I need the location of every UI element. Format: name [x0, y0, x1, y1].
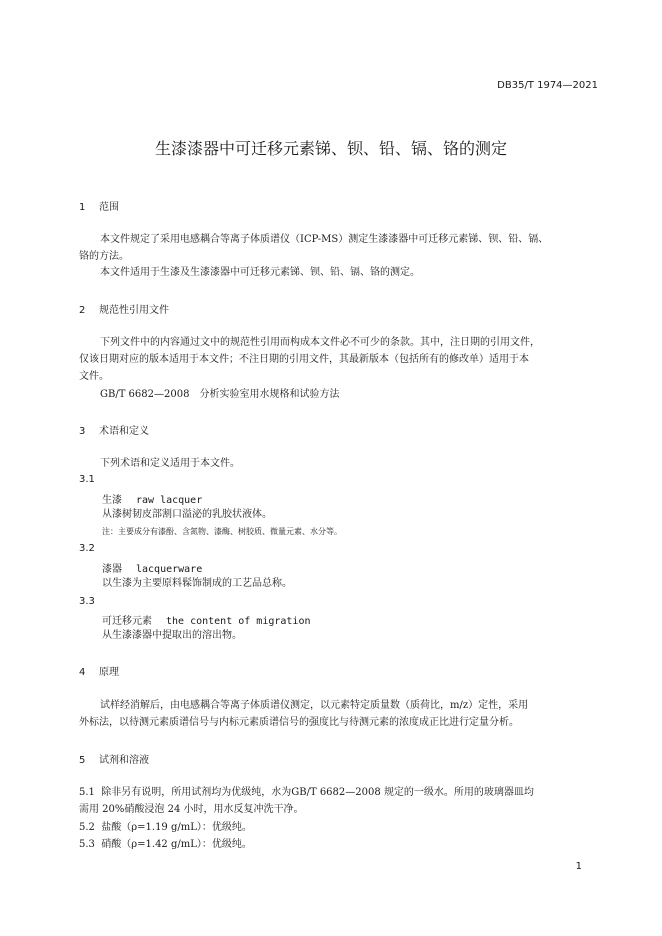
clause-5-2: [79, 819, 252, 836]
section-5-number: 5: [79, 755, 86, 766]
section-3-intro: 下列术语和定义适用于本文件。: [100, 458, 240, 469]
term-number: 3.2: [79, 543, 95, 554]
term-name: [102, 612, 311, 627]
section-4-title: 原理: [99, 667, 119, 678]
clause-text: 除非另有说明，所用试剂均为优级纯，水为GB/T 6682—2008 规定的一级水。所用的玻璃器皿均: [101, 787, 534, 798]
term-number: 3.3: [79, 596, 95, 607]
term-name: [102, 491, 202, 506]
section-3-number: 3: [79, 426, 86, 437]
term-zh: 漆器: [102, 564, 122, 575]
clause-5-1-line-1: [79, 784, 534, 801]
section-5-heading: [79, 751, 149, 766]
section-1-para-2: 本文件适用于生漆及生漆漆器中可迁移元素锑、钡、铅、镉、铬的测定。: [100, 267, 420, 278]
clause-number: 5.1: [79, 787, 95, 798]
section-5-title: 试剂和溶液: [99, 755, 149, 766]
section-3-heading: [79, 422, 149, 437]
document-code: DB35/T 1974—2021: [497, 80, 598, 91]
clause-5-3: [79, 836, 252, 853]
term-definition: 以生漆为主要原料髹饰制成的工艺品总称。: [102, 578, 292, 589]
term-zh: 生漆: [102, 495, 122, 506]
term-definition: 从漆树韧皮部割口溢泌的乳胶状液体。: [102, 509, 272, 520]
term-en: raw lacquer: [136, 495, 203, 506]
section-4-number: 4: [79, 667, 86, 678]
section-2-para-line-1: 下列文件中的内容通过文中的规范性引用而构成本文件必不可少的条款。其中，注日期的引用文件，: [100, 337, 540, 348]
section-4-para-line-1: 试样经消解后，由电感耦合等离子体质谱仪测定，以元素特定质量数（质荷比，m/z）定性，采用: [100, 700, 529, 711]
section-1-title: 范围: [99, 202, 119, 213]
term-note: 注：主要成分有漆酚、含氮物、漆酶、树胶质、微量元素、水分等。: [102, 527, 342, 536]
clause-5-1-line-2: 需用 20%硝酸浸泡 24 小时，用水反复冲洗干净。: [79, 804, 304, 815]
term-name: [102, 560, 202, 575]
section-1-para-1-line-2: 铬的方法。: [79, 251, 129, 262]
normative-reference: GB/T 6682—2008 分析实验室用水规格和试验方法: [100, 389, 340, 400]
term-definition: 从生漆漆器中提取出的溶出物。: [102, 630, 242, 641]
clause-number: 5.3: [79, 839, 95, 850]
section-2-para-line-2: 仅该日期对应的版本适用于本文件；不注日期的引用文件，其最新版本（包括所有的修改单）适用于本: [79, 354, 529, 365]
section-1-para-1-line-1: 本文件规定了采用电感耦合等离子体质谱仪（ICP-MS）测定生漆漆器中可迁移元素锑、钡、铅、镉、: [100, 234, 549, 245]
section-1-heading: [79, 198, 119, 213]
section-3-title: 术语和定义: [99, 426, 149, 437]
section-4-para-line-2: 外标法，以待测元素质谱信号与内标元素质谱信号的强度比与待测元素的浓度成正比进行定量分析。: [79, 717, 519, 728]
section-2-para-line-3: 文件。: [79, 371, 109, 382]
term-en: lacquerware: [136, 564, 203, 575]
section-2-number: 2: [79, 305, 86, 316]
page-number: 1: [575, 861, 582, 872]
clause-number: 5.2: [79, 822, 95, 833]
page-title: 生漆漆器中可迁移元素锑、钡、铅、镉、铬的测定: [154, 139, 507, 158]
clause-text: 盐酸（ρ=1.19 g/mL）：优级纯。: [101, 822, 252, 833]
section-4-heading: [79, 663, 119, 678]
term-en: the content of migration: [166, 616, 311, 627]
term-zh: 可迁移元素: [102, 616, 152, 627]
term-number: 3.1: [79, 474, 95, 485]
section-2-title: 规范性引用文件: [99, 305, 169, 316]
section-1-number: 1: [79, 202, 86, 213]
clause-text: 硝酸（ρ=1.42 g/mL）：优级纯。: [101, 839, 252, 850]
section-2-heading: [79, 301, 169, 316]
